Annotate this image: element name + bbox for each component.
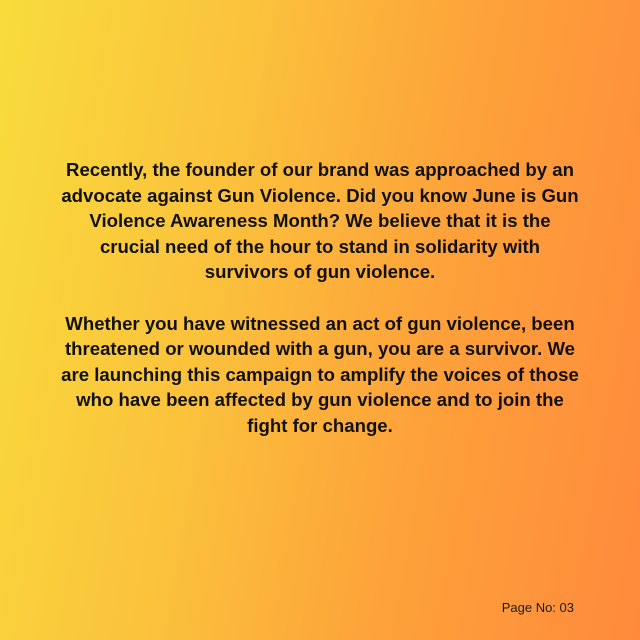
body-text: [60, 157, 580, 439]
paragraph-campaign: Whether you have witnessed an act of gun violence, been threatened or wounded with a gun, you are a survivor. We are launching this campaign to amplify the voices of those who have been affected by gun violence and to join the fight for change.: [61, 312, 579, 436]
paragraph-intro: Recently, the founder of our brand was approached by an advocate against Gun Violence. Did you know June is Gun Violence Awareness Month? We believe that it is the crucial need of the hour to stand in solidarity with survivors of gun violence.: [61, 159, 579, 283]
page-number: Page No: 03: [501, 600, 574, 615]
